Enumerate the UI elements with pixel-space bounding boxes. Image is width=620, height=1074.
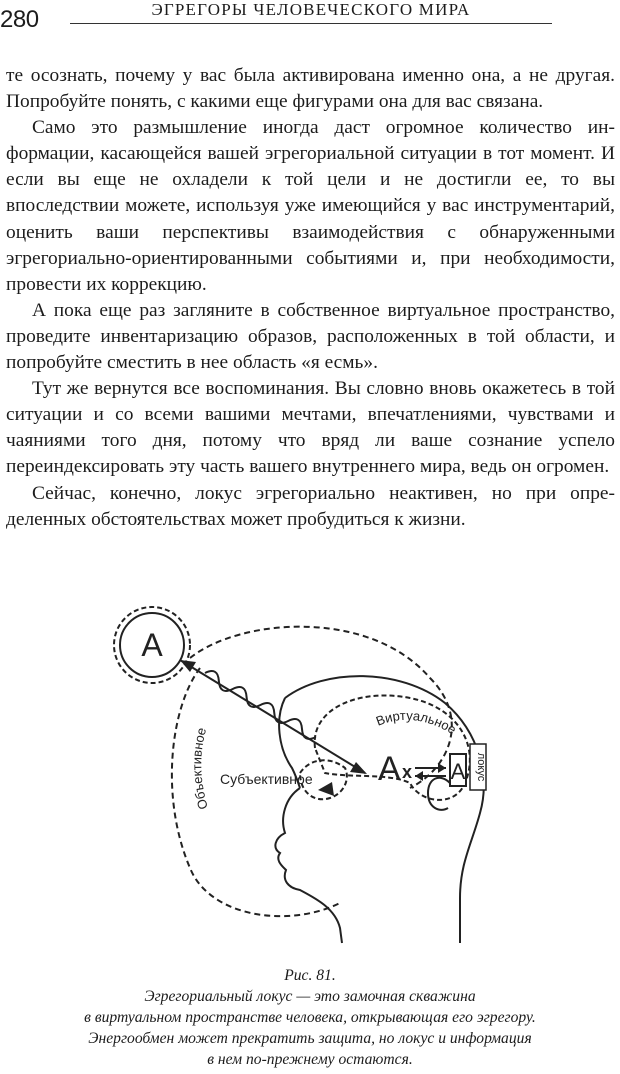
- paragraph-4: Тут же вернутся все воспоминания. Вы словно вновь окажетесь в той ситуации и со всеми вашими мечтами, впечатлениями, чувствами и чаяниями того дня, потому что вряд ли ваше сознание успело переиндексировать эту часть вашего внутреннего мира, ведь он огромен.: [6, 378, 615, 478]
- caption-line-2: в виртуальном пространстве человека, открывающая его эгрегору.: [84, 1009, 536, 1026]
- paragraph-3: А пока еще раз загляните в собственное виртуальное пространство, проведите инвентаризацию образов, расположенных в той области, и попробуйте сместить в нее область «я есмь».: [6, 299, 615, 374]
- running-title: ЭГРЕГОРЫ ЧЕЛОВЕЧЕСКОГО МИРА: [151, 0, 471, 19]
- self-letter: A: [378, 750, 401, 788]
- page-number: 280: [0, 6, 39, 33]
- body-text: [6, 63, 615, 533]
- locus-label: локус: [475, 752, 487, 782]
- paragraph-5: Сейчас, конечно, локус эгрегориально неактивен, но при определенных обстоятельствах может пробудиться к жизни.: [6, 482, 615, 530]
- subjective-label: Субъективное: [220, 771, 313, 787]
- egregor-locus-diagram: [110, 598, 510, 958]
- figure-caption: [0, 965, 620, 1070]
- objective-label: Объективное: [189, 725, 211, 812]
- cross-mark: x: [402, 762, 413, 782]
- paragraph-1: те осознать, почему у вас была активирована именно она, а не другая. Попробуйте понять, с какими еще фигурами она для вас связана.: [6, 65, 615, 113]
- caption-line-1: Эгрегориальный локус — это замочная скважина: [144, 988, 476, 1005]
- virtual-label: Виртуальное: [373, 707, 459, 738]
- energy-wave: [202, 668, 319, 742]
- arrowhead-left: [180, 660, 196, 672]
- egregor-letter: A: [141, 627, 163, 663]
- figure-81: [110, 598, 510, 958]
- ear-icon: [428, 778, 450, 810]
- locus-letter: A: [450, 759, 466, 784]
- paragraph-2: Само это размышление иногда даст огромное количество информации, касающейся вашей эгрегориальной ситуации в тот момент. И если вы еще не охладели к той цели и не достигли ее, то вы впоследствии можете, используя уже имеющийся у вас инструментарий, оценить ваши перспективы взаимодействия с обнаруженными эгрегориально-ориентированными событиями и, при необходимости, провести их коррекцию.: [6, 117, 615, 295]
- eye-icon: [318, 782, 334, 796]
- caption-number: Рис. 81.: [284, 967, 336, 984]
- caption-line-3: Энергообмен может прекратить защита, но локус и информация: [88, 1030, 532, 1047]
- caption-line-4: в нем по-прежнему остаются.: [207, 1051, 413, 1068]
- arrowhead-right: [350, 762, 367, 774]
- page-header: [0, 0, 620, 44]
- header-rule: [70, 23, 552, 24]
